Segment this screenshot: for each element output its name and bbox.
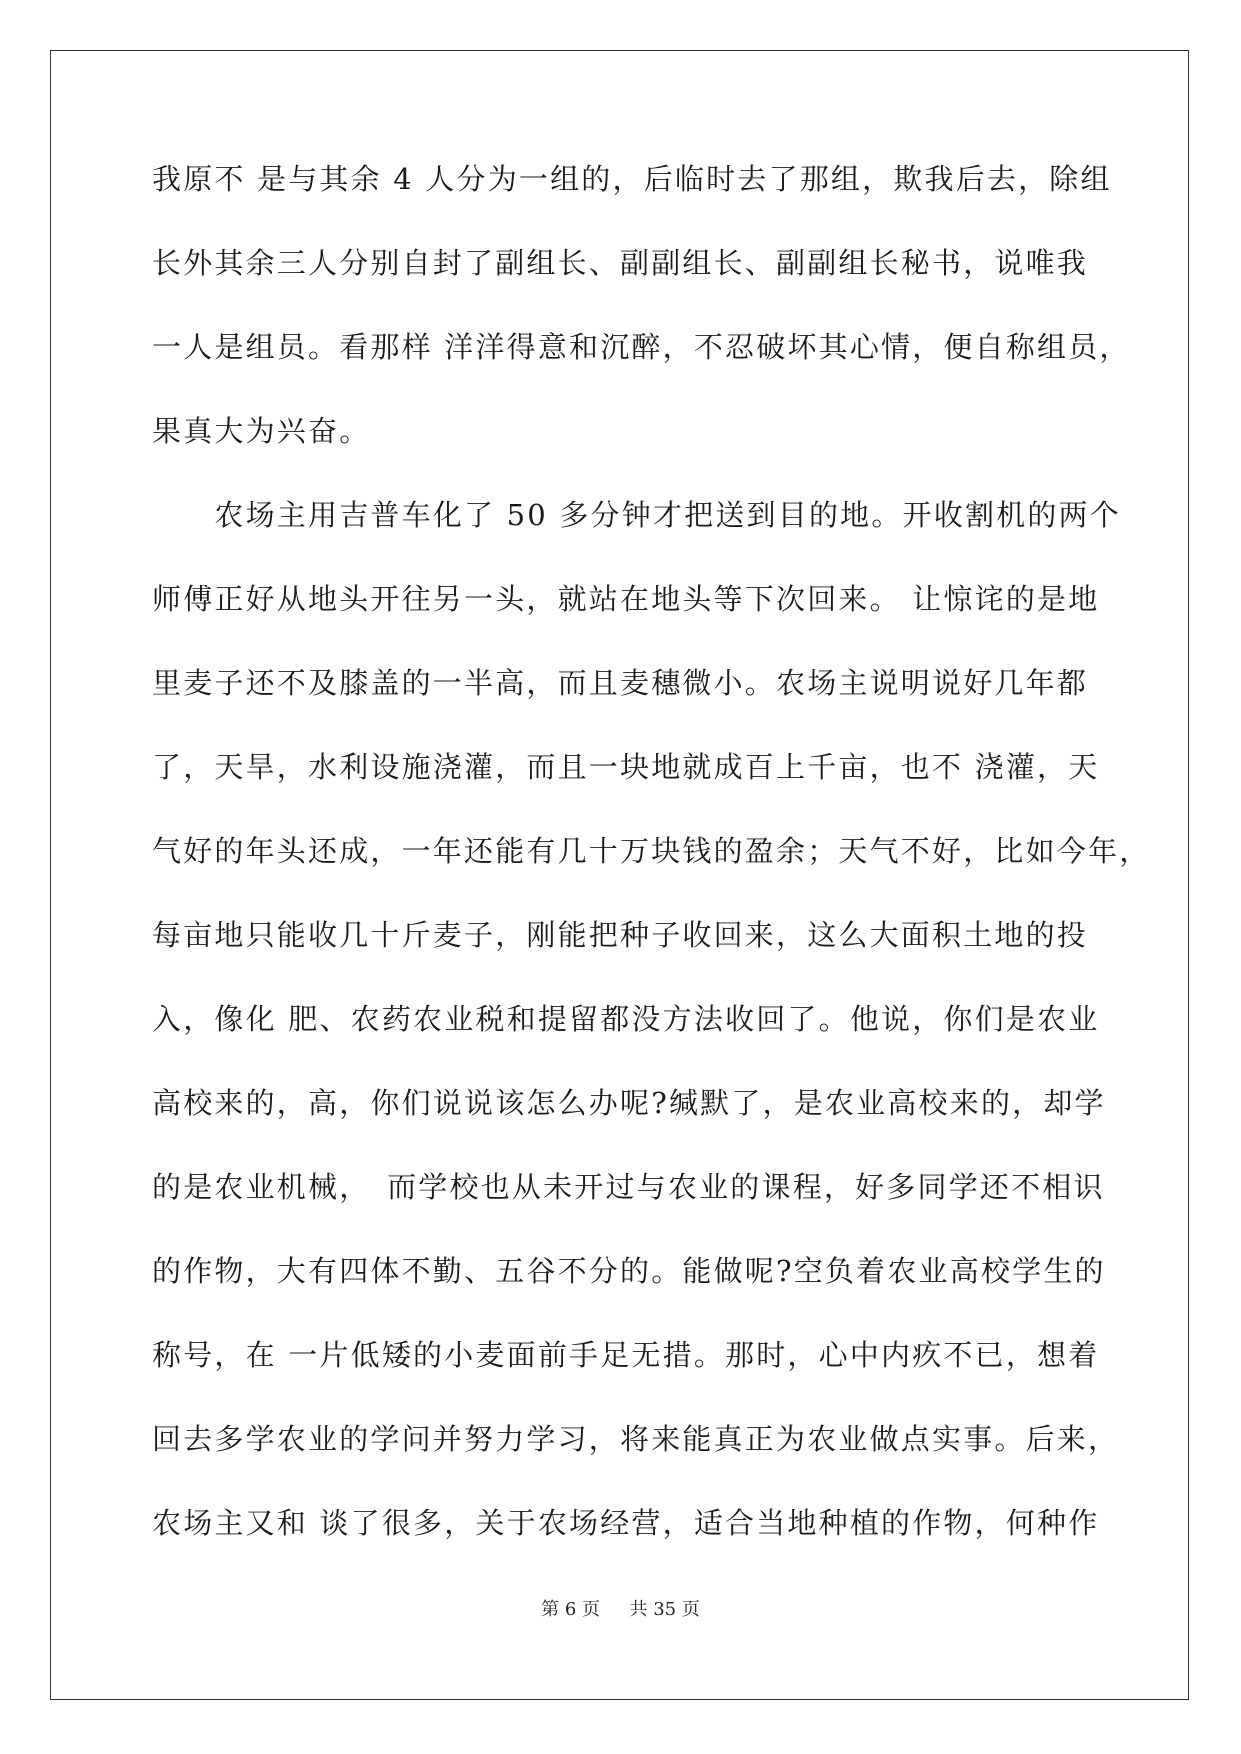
text-line: 农场主用吉普车化了 50 多分钟才把送到目的地。开收割机的两个 <box>152 498 1121 532</box>
text-line: 长外其余三人分别自封了副组长、副副组长、副副组长秘书，说唯我 <box>152 246 1089 280</box>
document-body <box>152 160 1151 1588</box>
text-line: 回去多学农业的学问并努力学习，将来能真正为农业做点实事。后来， <box>152 1422 1120 1456</box>
text-line: 一人是组员。看那样 洋洋得意和沉醉，不忍破坏其心情，便自称组员， <box>152 330 1131 364</box>
text-line: 里麦子还不及膝盖的一半高，而且麦穗微小。农场主说明说好几年都 <box>152 666 1089 700</box>
text-line: 入，像化 肥、农药农业税和提留都没方法收回了。他说，你们是农业 <box>152 1002 1100 1036</box>
text-line: 的是农业机械， 而学校也从未开过与农业的课程，好多同学还不相识 <box>152 1170 1105 1204</box>
text-line: 了，天旱，水利设施浇灌，而且一块地就成百上千亩，也不 浇灌，天 <box>152 750 1100 784</box>
text-line: 每亩地只能收几十斤麦子，刚能把种子收回来，这么大面积土地的投 <box>152 918 1089 952</box>
page-number: 第 6 页 <box>541 1599 601 1620</box>
text-line: 师傅正好从地头开往另一头，就站在地头等下次回来。 让惊诧的是地 <box>152 582 1100 616</box>
text-line: 果真大为兴奋。 <box>152 414 371 448</box>
text-line: 我原不 是与其余 4 人分为一组的，后临时去了那组，欺我后去，除组 <box>152 162 1112 196</box>
text-line: 农场主又和 谈了很多，关于农场经营，适合当地种植的作物，何种作 <box>152 1506 1100 1540</box>
text-line: 高校来的，高，你们说说该怎么办呢?缄默了，是农业高校来的，却学 <box>152 1086 1106 1120</box>
page-footer <box>0 1598 1241 1622</box>
page-total: 共 35 页 <box>629 1599 700 1620</box>
text-line: 的作物，大有四体不勤、五谷不分的。能做呢?空负着农业高校学生的 <box>152 1254 1106 1288</box>
text-line: 气好的年头还成，一年还能有几十万块钱的盈余；天气不好，比如今年， <box>152 834 1151 868</box>
text-line: 称号，在 一片低矮的小麦面前手足无措。那时，心中内疚不已，想着 <box>152 1338 1100 1372</box>
